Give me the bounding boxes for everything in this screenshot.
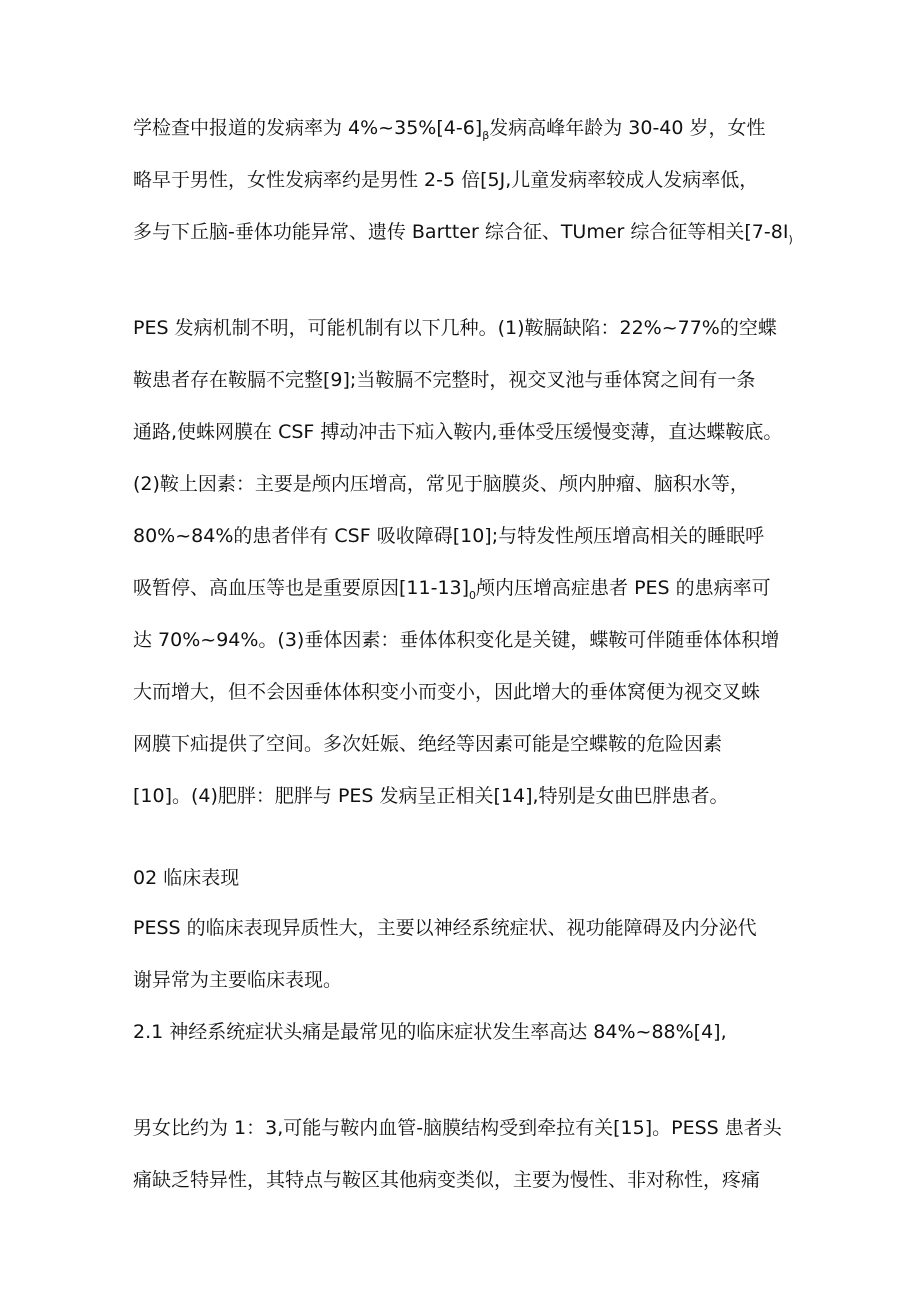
p2-line-3: 通路,使蛛网膜在 CSF 搏动冲击下疝入鞍内,垂体受压缓慢变薄，直达蝶鞍底。 bbox=[133, 421, 783, 443]
p3-line-3: 2.1 神经系统症状头痛是最常见的临床症状发生率高达 84%~88%[4], bbox=[133, 1021, 727, 1043]
p2-line-1: PES 发病机制不明，可能机制有以下几种。(1)鞍膈缺陷：22%~77%的空蝶 bbox=[133, 317, 777, 339]
p2-line-2: 鞍患者存在鞍膈不完整[9];当鞍膈不完整时，视交叉池与垂体窝之间有一条 bbox=[133, 369, 756, 391]
p2-line-6: 吸暂停、高血压等也是重要原因$[11-13]_0$颅内压增高症患者 PES 的患病率可 bbox=[133, 577, 771, 602]
p1-subscript-2: ) bbox=[788, 233, 793, 246]
p2-line-7: 达 70%~94%。(3)垂体因素：垂体体积变化是关键，蝶鞍可伴随垂体体积增 bbox=[133, 629, 780, 651]
p2-line-9: 网膜下疝提供了空间。多次妊娠、绝经等因素可能是空蝶鞍的危险因素 bbox=[133, 733, 723, 755]
p3-line-1: PESS 的临床表现异质性大，主要以神经系统症状、视功能障碍及内分泌代 bbox=[133, 917, 757, 939]
p1-line-1: 学检查中报道的发病率为 $4\%\sim 35\%[4-6]_\beta$发病高峰年龄为 30-40 岁，女性 bbox=[133, 117, 766, 142]
p1-line-2: 略早于男性，女性发病率约是男性 2-5 倍[5J,儿童发病率较成人发病率低， bbox=[133, 169, 759, 191]
p2-subscript: 0 bbox=[469, 589, 477, 602]
p4-line-1: 男女比约为 1：3,可能与鞍内血管-脑膜结构受到牵拉有关[15]。PESS 患者头 bbox=[133, 1117, 782, 1139]
p2-line-10: [10]。(4)肥胖：肥胖与 PES 发病呈正相关[14],特别是女曲巴胖患者。 bbox=[133, 785, 729, 807]
section-heading: 02 临床表现 bbox=[133, 867, 240, 889]
p2-line-4: (2)鞍上因素：主要是颅内压增高，常见于脑膜炎、颅内肿瘤、脑积水等， bbox=[133, 473, 749, 495]
p2-line-5: 80%~84%的患者伴有 CSF 吸收障碍[10];与特发性颅压增高相关的睡眠呼 bbox=[133, 525, 765, 547]
p4-line-2: 痛缺乏特异性，其特点与鞍区其他病变类似，主要为慢性、非对称性，疼痛 bbox=[133, 1169, 761, 1191]
p2-line-8: 大而增大，但不会因垂体体积变小而变小，因此增大的垂体窝便为视交叉蛛 bbox=[133, 681, 761, 703]
p1-subscript-1: β bbox=[482, 129, 490, 142]
p3-line-2: 谢异常为主要临床表现。 bbox=[133, 969, 343, 991]
p1-line-3: 多与下丘脑-垂体功能异常、遗传 Bartter 综合征、TUmer 综合征等相关[$7-8I_)$ bbox=[133, 221, 793, 246]
